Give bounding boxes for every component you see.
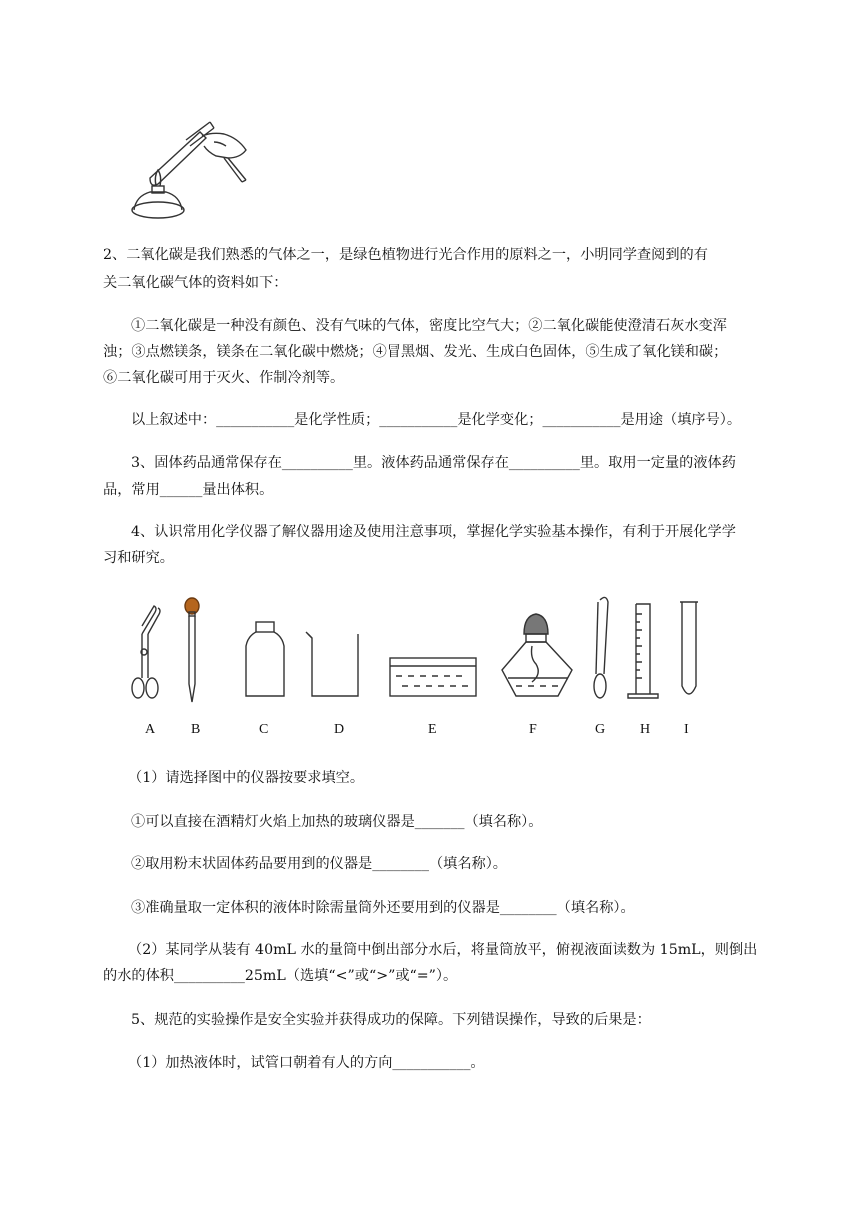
q5-line-1: 5、规范的实验操作是安全实验并获得成功的保障。下列错误操作，导致的后果是： xyxy=(131,1012,651,1028)
q4-sub2-line-1: （2）某同学从装有 40mL 水的量筒中倒出部分水后，将量筒放平，俯视液面读数为 15mL，则倒出 xyxy=(128,942,758,958)
medicine-spoon-icon xyxy=(594,597,608,698)
label-d: D xyxy=(334,722,345,737)
q4-item3: ③准确量取一定体积的液体时除需量筒外还要用到的仪器是________（填名称）。 xyxy=(131,900,635,916)
q2-line-3: ①二氧化碳是一种没有颜色、没有气味的气体，密度比空气大；②二氧化碳能使澄清石灰水变浑 xyxy=(131,318,727,334)
q2-line-6: 以上叙述中：___________是化学性质；___________是化学变化；___________是用途（填序号）。 xyxy=(131,412,742,428)
label-a: A xyxy=(145,722,156,737)
q2-line-4: 浊；③点燃镁条，镁条在二氧化碳中燃烧；④冒黑烟、发光、生成白色固体，⑤生成了氧化镁和碳； xyxy=(103,344,728,360)
dropper-icon xyxy=(185,598,199,702)
test-tube-icon xyxy=(680,602,698,694)
q2-line-1: 2、二氧化碳是我们熟悉的气体之一，是绿色植物进行光合作用的原料之一，小明同学查阅到的有 xyxy=(103,247,708,263)
q3-line-2: 品，常用______量出体积。 xyxy=(103,482,274,498)
q3-line-1: 3、固体药品通常保存在__________里。液体药品通常保存在__________里。取用一定量的液体药 xyxy=(131,455,736,471)
reagent-bottle-icon xyxy=(246,622,284,696)
label-f: F xyxy=(529,722,537,737)
instruments-figure xyxy=(128,594,708,706)
label-i: I xyxy=(684,722,689,737)
graduated-cylinder-icon xyxy=(628,604,658,698)
q5-line-2: （1）加热液体时，试管口朝着有人的方向___________。 xyxy=(128,1055,485,1071)
crucible-tongs-icon xyxy=(132,606,160,698)
label-g: G xyxy=(595,722,606,737)
q2-line-2: 关二氧化碳气体的资料如下： xyxy=(103,275,288,291)
water-trough-icon xyxy=(390,658,476,696)
beaker-icon xyxy=(306,632,358,696)
q4-sub2-line-2: 的水的体积__________25mL（选填“<”或“>”或“=”）。 xyxy=(103,968,458,984)
q4-line-1: 4、认识常用化学仪器了解仪器用途及使用注意事项，掌握化学实验基本操作，有利于开展化学学 xyxy=(131,524,736,540)
heating-test-tube-figure xyxy=(128,112,258,224)
q2-line-5: ⑥二氧化碳可用于灭火、作制冷剂等。 xyxy=(103,370,345,386)
alcohol-lamp-icon xyxy=(502,614,572,696)
q4-line-2: 习和研究。 xyxy=(103,550,174,566)
label-h: H xyxy=(640,722,651,737)
label-c: C xyxy=(259,722,269,737)
label-e: E xyxy=(428,722,437,737)
q4-item2: ②取用粉末状固体药品要用到的仪器是________（填名称）。 xyxy=(131,856,507,872)
q4-sub1: （1）请选择图中的仪器按要求填空。 xyxy=(128,770,365,786)
q4-item1: ①可以直接在酒精灯火焰上加热的玻璃仪器是_______（填名称）。 xyxy=(131,814,543,830)
label-b: B xyxy=(191,722,201,737)
